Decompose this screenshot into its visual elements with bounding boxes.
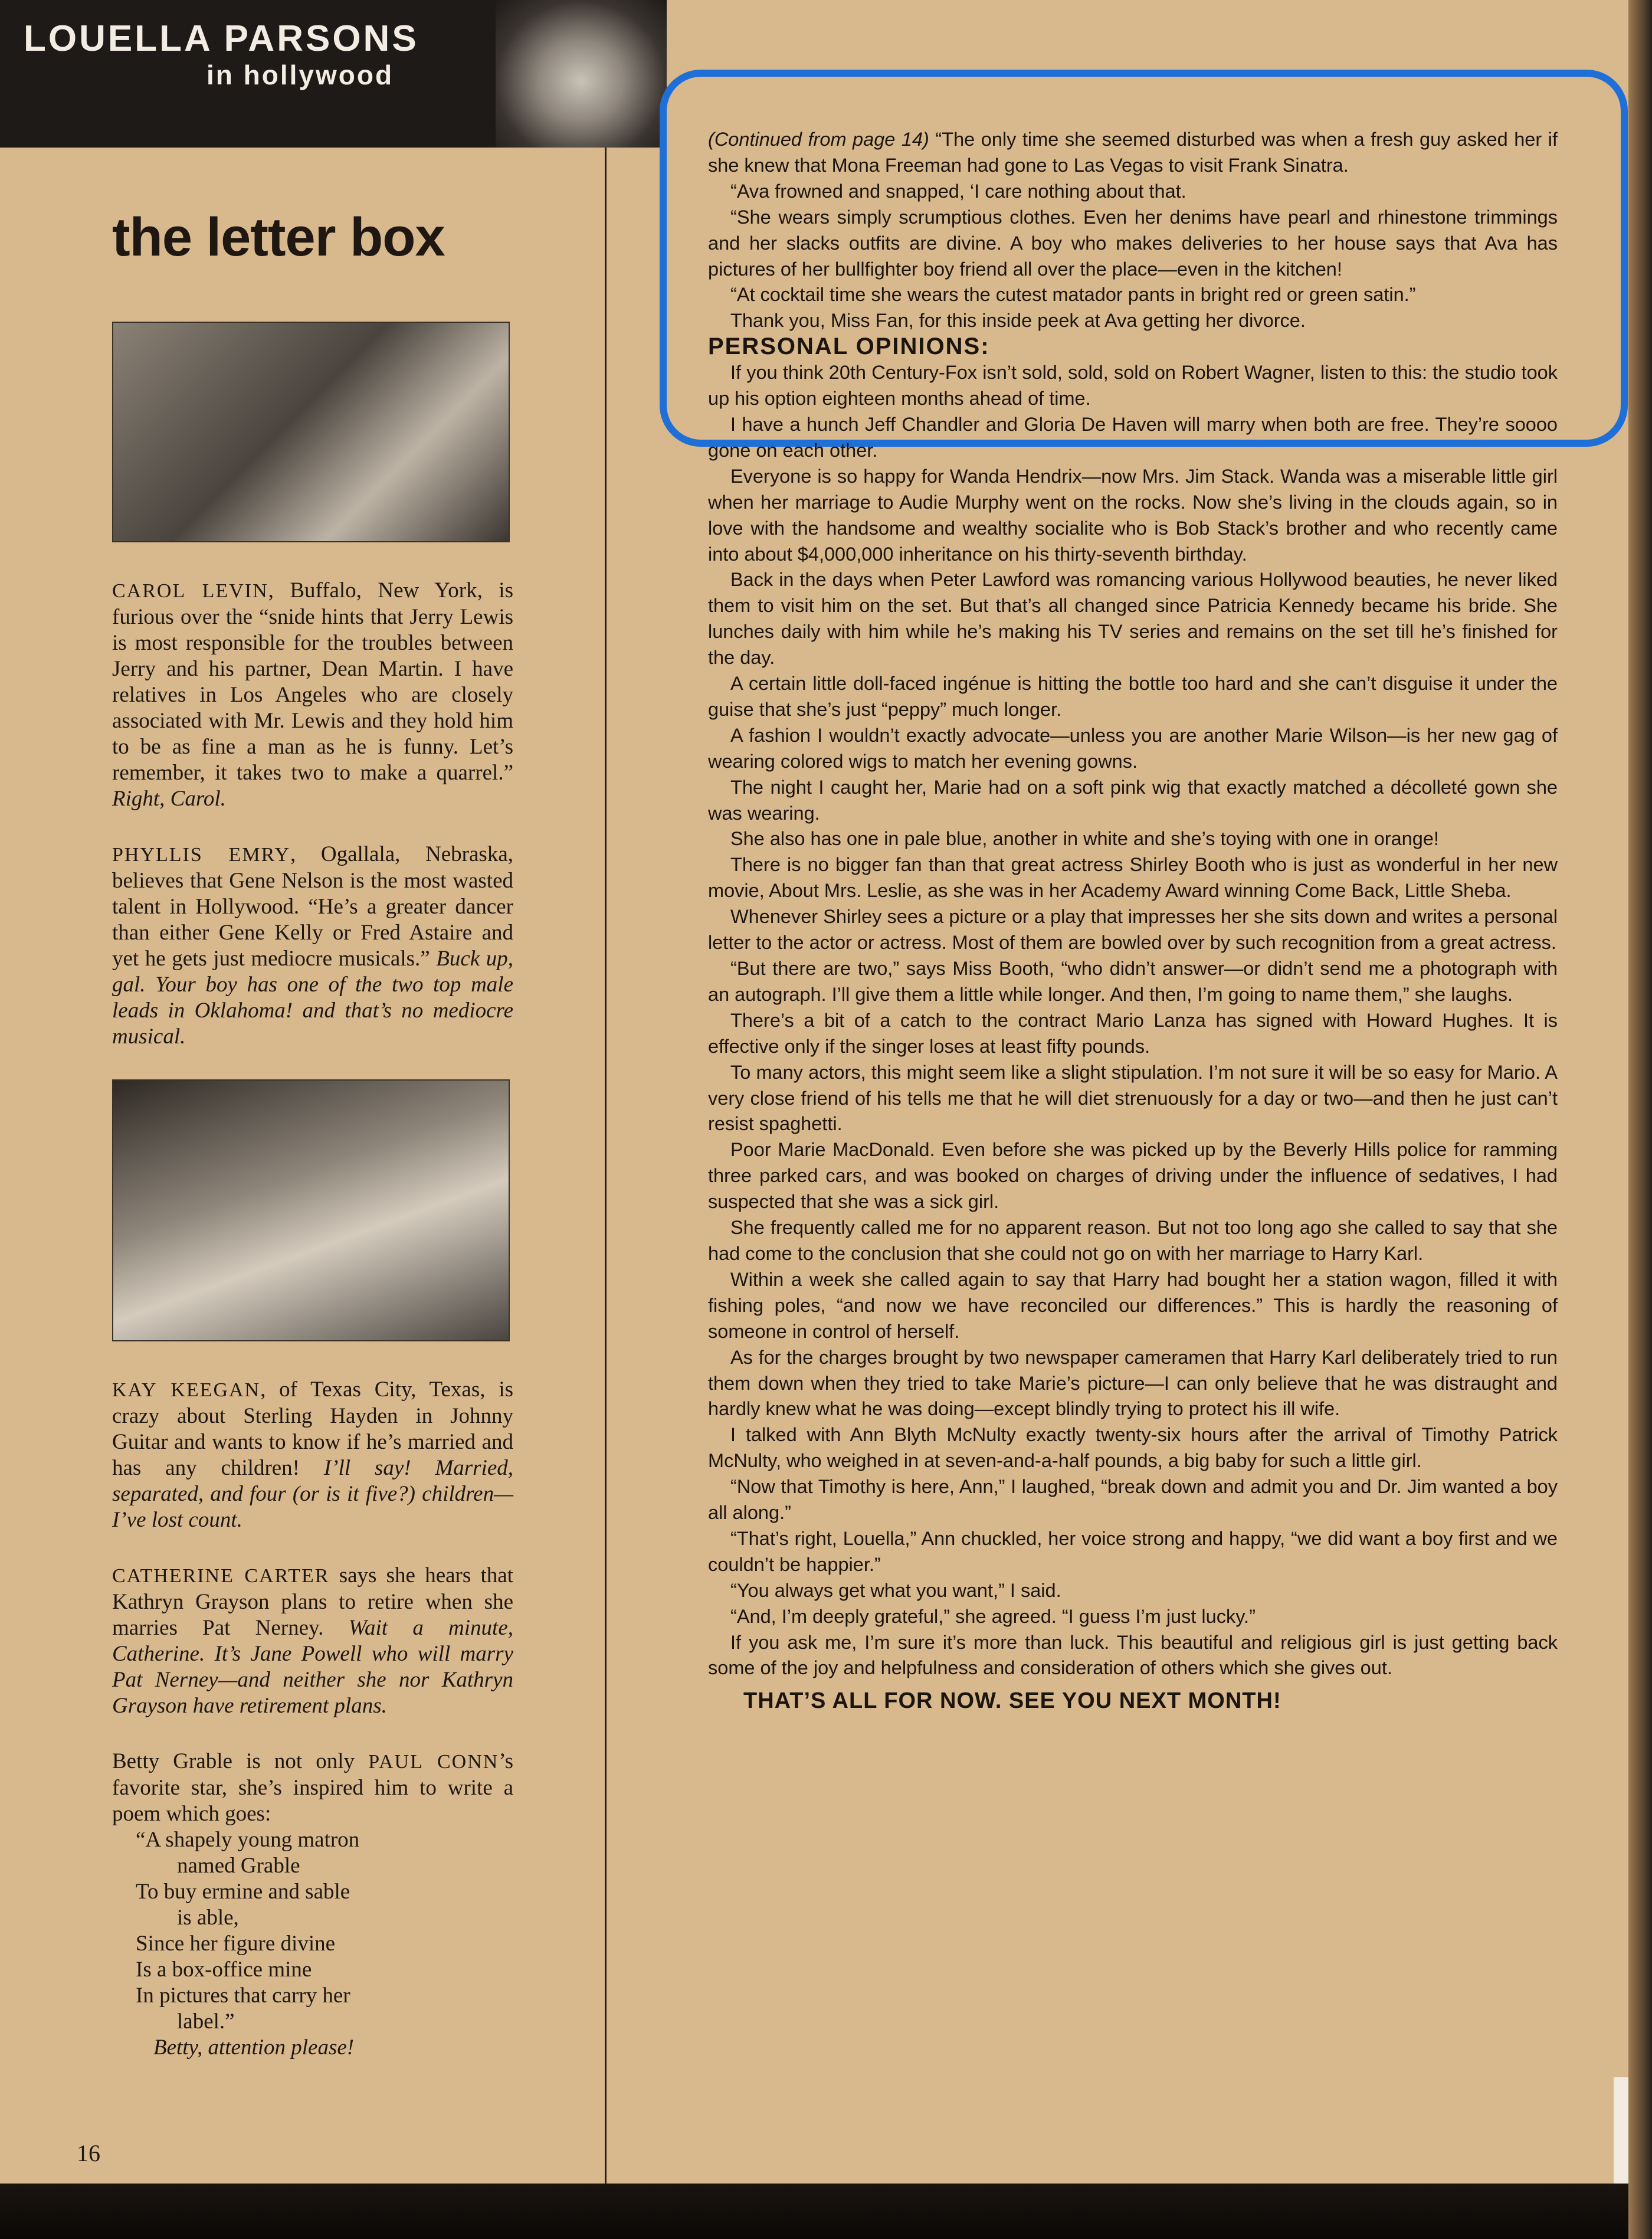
paragraph: “You always get what you want,” I said. xyxy=(730,1579,1061,1601)
paragraph: (Continued from page 14) “The only time she seemed disturbed was when a fresh guy asked her if she knew that Mona Freeman had gone to Las Vegas to visit Frank Sinatra. xyxy=(708,129,1558,176)
paragraph: “She wears simply scrumptious clothes. Even her denims have pearl and rhinestone trimmings and her slacks outfits are divine. A boy who makes deliveries to her house says that Ava has pictures of her bullfighter boy friend all over the place—even in the kitchen! xyxy=(708,206,1558,280)
paragraph: “That’s right, Louella,” Ann chuckled, her voice strong and happy, “we did want a boy first and we couldn’t be happier.” xyxy=(708,1527,1558,1575)
page-number: 16 xyxy=(77,2140,100,2166)
columnist-name: LOUELLA PARSONS xyxy=(24,18,419,59)
paragraph: Everyone is so happy for Wanda Hendrix—now Mrs. Jim Stack. Wanda was a miserable little girl when her marriage to Audie Murphy went on the rocks. Now she’s living in the clouds again, so in love with the handsome and wealthy socialite who is Bob Stack’s brother and who recently came into about $4,000,000 inheritance on his thirty-seventh birthday. xyxy=(708,465,1558,565)
paragraph: “Ava frowned and snapped, ‘I care nothing about that. xyxy=(730,180,1186,202)
letter-item xyxy=(112,842,513,1050)
letter-box-title: the letter box xyxy=(112,207,445,267)
paragraph: Within a week she called again to say that Harry had bought her a station wagon, filled it with fishing poles, “and now we have reconciled our differences.” This is hardly the reasoning of someone in control of herself. xyxy=(708,1268,1558,1342)
letter-text: says she hears that Kathryn Grayson plans to retire when she marries Pat Nerney. xyxy=(112,1563,513,1640)
letter-response: Right, Carol. xyxy=(112,787,226,811)
paragraph: “At cocktail time she wears the cutest matador pants in bright red or green satin.” xyxy=(730,284,1416,306)
letter-response: Wait a minute, Catherine. It’s Jane Powell who will marry Pat Nerney—and neither she nor Kathryn Grayson have retirement plans. xyxy=(112,1616,513,1718)
letter-item xyxy=(112,1563,513,1719)
adjacent-page-edge xyxy=(1614,2077,1628,2184)
paragraph: If you ask me, I’m sure it’s more than luck. This beautiful and religious girl is just getting back some of the joy and helpfulness and consideration of others which she gives out. xyxy=(708,1631,1558,1679)
closing-line: THAT’S ALL FOR NOW. SEE YOU NEXT MONTH! xyxy=(743,1688,1281,1714)
letter-author: PHYLLIS EMRY xyxy=(112,844,290,866)
section-heading: PERSONAL OPINIONS: xyxy=(708,333,990,360)
paragraph: She frequently called me for no apparent reason. But not too long ago she called to say that she had come to the conclusion that she could not go on with her marriage to Harry Karl. xyxy=(708,1217,1558,1264)
letter-response: I’ll say! Married, separated, and four (or is it five?) children—I’ve lost count. xyxy=(112,1456,513,1532)
paragraph: The night I caught her, Marie had on a soft pink wig that exactly matched a décolleté gown she was wearing. xyxy=(708,776,1558,824)
letter-text: , Ogallala, Nebraska, believes that Gene Nelson is the most wasted talent in Hollywood. “He’s a greater dancer than either Gene Kelly or Fred Astaire and yet he gets just mediocre musicals.” xyxy=(112,842,513,971)
poem-line: Since her figure divine xyxy=(136,1932,336,1956)
paragraph: There is no bigger fan than that great actress Shirley Booth who is just as wonderful in her new movie, About Mrs. Leslie, as she was in her Academy Award winning Come Back, Little Sheba. xyxy=(708,854,1558,902)
column-divider xyxy=(605,148,607,2184)
letter-author: CATHERINE CARTER xyxy=(112,1565,330,1587)
letter-box-column xyxy=(112,207,513,2061)
poem-line: “A shapely young matron xyxy=(136,1828,360,1852)
poem-author: PAUL CONN xyxy=(368,1751,499,1773)
paragraph: To many actors, this might seem like a slight stipulation. I’m not sure it will be so easy for Mario. A very close friend of his tells me that he will diet strenuously for a day or two—and then he just can’t resist spaghetti. xyxy=(708,1061,1558,1135)
binding-spine xyxy=(1628,0,1652,2239)
poem-line: is able, xyxy=(177,1906,239,1930)
photo-martin-lewis xyxy=(112,322,510,542)
paragraph: Poor Marie MacDonald. Even before she was picked up by the Beverly Hills police for ramming three parked cars, and was booked on charges of driving under the influence of sedatives, I had suspected that she was a sick girl. xyxy=(708,1139,1558,1213)
paragraph: Back in the days when Peter Lawford was romancing various Hollywood beauties, he never liked them to visit him on the set. But that’s all changed since Patricia Kennedy became his bride. She lunches daily with him while he’s making his TV series and remains on the set till he’s finished for the day. xyxy=(708,569,1558,669)
paragraph: Whenever Shirley sees a picture or a play that impresses her she sits down and writes a personal letter to the actor or actress. Most of them are bowled over by such recognition from a great actress. xyxy=(708,906,1558,954)
continued-note: (Continued from page 14) xyxy=(708,129,929,150)
paragraph: “And, I’m deeply grateful,” she agreed. “I guess I’m just lucky.” xyxy=(730,1605,1256,1627)
poem-response: Betty, attention please! xyxy=(153,2035,355,2060)
paragraph: A certain little doll-faced ingénue is hitting the bottle too hard and she can’t disguise it under the guise that she’s just “peppy” much longer. xyxy=(708,673,1558,720)
photo-family xyxy=(112,1079,510,1341)
column-header xyxy=(0,0,667,148)
letter-text: , of Texas City, Texas, is crazy about Sterling Hayden in Johnny Guitar and wants to know if he’s married and has any children! xyxy=(112,1377,513,1480)
paragraph: “But there are two,” says Miss Booth, “who didn’t answer—or didn’t send me a photograph with an autograph. I’ll give them a little while longer. And then, I’m going to name them,” she laughs. xyxy=(708,958,1558,1005)
letter-author: CAROL LEVIN xyxy=(112,580,268,602)
paragraph: She also has one in pale blue, another in white and she’s toying with one in orange! xyxy=(730,828,1439,850)
paragraph: I talked with Ann Blyth McNulty exactly twenty-six hours after the arrival of Timothy Patrick McNulty, who weighed in at seven-and-a-half pounds, a big baby for such a little girl. xyxy=(708,1424,1558,1472)
paragraph: “Now that Timothy is here, Ann,” I laughed, “break down and admit you and Dr. Jim wanted a boy all along.” xyxy=(708,1476,1558,1524)
poem-line: To buy ermine and sable xyxy=(136,1880,350,1904)
poem-line: Is a box-office mine xyxy=(136,1958,312,1982)
poem-intro: Betty Grable is not only PAUL CONN’s favorite star, she’s inspired him to write a poem which goes: xyxy=(112,1749,513,1826)
poem-line: In pictures that carry her xyxy=(136,1983,350,2008)
columnist-portrait xyxy=(496,0,667,148)
paragraph: If you think 20th Century-Fox isn’t sold, sold, sold on Robert Wagner, listen to this: the studio took up his option eighteen months ahead of time. xyxy=(708,362,1558,410)
paragraph: I have a hunch Jeff Chandler and Gloria De Haven will marry when both are free. They’re soooo gone on each other. xyxy=(708,413,1558,461)
paragraph: There’s a bit of a catch to the contract Mario Lanza has signed with Howard Hughes. It is effective only if the singer loses at least fifty pounds. xyxy=(708,1009,1558,1057)
gossip-column xyxy=(708,127,1558,1714)
column-subtitle: in hollywood xyxy=(206,60,394,90)
letter-item xyxy=(112,578,513,812)
paragraph: As for the charges brought by two newspaper cameramen that Harry Karl deliberately tried to run them down when they tried to take Marie’s picture—I can only believe that he was distraught and hardly knew what he was doing—except blindly trying to protect his ill wife. xyxy=(708,1346,1558,1420)
paragraph: Thank you, Miss Fan, for this inside peek at Ava getting her divorce. xyxy=(730,310,1306,332)
poem-line: named Grable xyxy=(177,1854,300,1878)
letter-author: KAY KEEGAN xyxy=(112,1379,261,1401)
scan-bottom-edge xyxy=(0,2184,1628,2239)
poem-line: label.” xyxy=(177,2009,235,2034)
letter-item xyxy=(112,1377,513,1533)
poem xyxy=(112,1827,513,2061)
letter-response: Buck up, gal. Your boy has one of the two top male leads in Oklahoma! and that’s no mediocre musical. xyxy=(112,947,513,1049)
letter-text: , Buffalo, New York, is furious over the “snide hints that Jerry Lewis is most responsible for the troubles between Jerry and his partner, Dean Martin. I have relatives in Los Angeles who are closely associated with Mr. Lewis and they hold him to be as fine a man as he is funny. Let’s remember, it takes two to make a quarrel.” xyxy=(112,578,513,785)
paragraph: A fashion I wouldn’t exactly advocate—unless you are another Marie Wilson—is her new gag of wearing colored wigs to match her evening gowns. xyxy=(708,724,1558,772)
